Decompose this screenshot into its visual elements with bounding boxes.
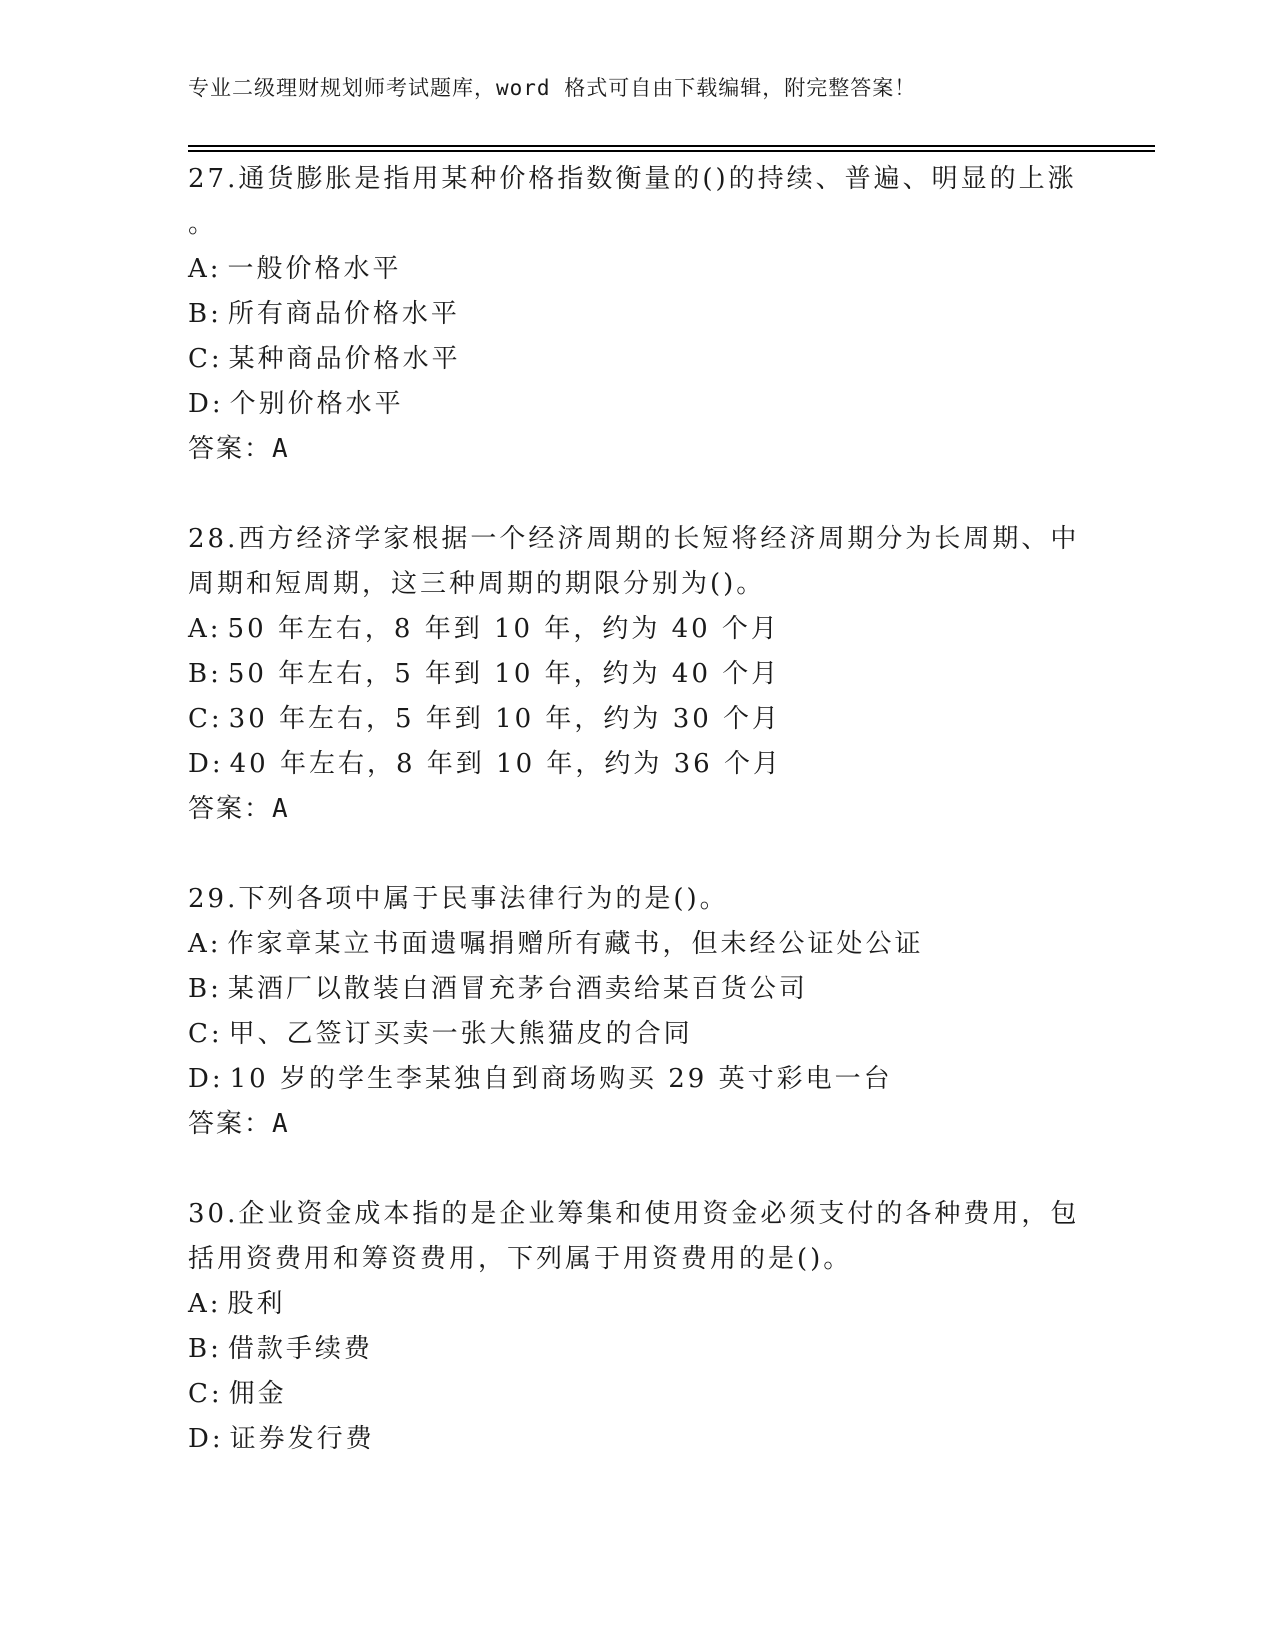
option-text: 30 年左右，5 年到 10 年，约为 30 个月 [228,704,782,734]
option-text: 证券发行费 [229,1424,375,1454]
question-stem-line: 周期和短周期，这三种周期的期限分别为()。 [188,569,766,599]
option-a [188,607,1088,652]
option-text: 40 年左右，8 年到 10 年，约为 36 个月 [229,749,782,779]
option-text: 某种商品价格水平 [228,344,461,374]
option-key: B: [188,974,222,1004]
question-stem-line: 。 [188,209,218,239]
option-c [188,1012,1088,1057]
option-d [188,1417,1088,1462]
option-text: 10 岁的学生李某独自到商场购买 29 英寸彩电一台 [229,1064,893,1094]
option-key: D: [188,1064,224,1094]
option-key: A: [188,1289,222,1319]
answer-label: 答案： [188,794,273,824]
option-text: 某酒厂以散装白酒冒充茅台酒卖给某百货公司 [227,974,808,1004]
question-spacer [188,832,1088,877]
option-text: 佣金 [228,1379,287,1409]
answer-line [188,1102,1088,1147]
option-key: B: [188,659,222,689]
option-d [188,1057,1088,1102]
option-d [188,742,1088,787]
option-key: C: [188,1379,223,1409]
option-key: D: [188,1424,224,1454]
header-rule-bottom [188,150,1155,152]
option-key: B: [188,299,222,329]
answer-value: A [272,794,290,824]
question-stem-line: 括用资费用和筹资费用，下列属于用资费用的是()。 [188,1244,853,1274]
option-key: A: [188,614,222,644]
option-b [188,652,1088,697]
question-stem-line: 27.通货膨胀是指用某种价格指数衡量的()的持续、普遍、明显的上涨 [188,164,1077,194]
question-stem-line: 30.企业资金成本指的是企业筹集和使用资金必须支付的各种费用，包 [188,1199,1080,1229]
answer-value: A [272,1109,290,1139]
option-key: C: [188,1019,223,1049]
question-spacer [188,1147,1088,1192]
option-key: A: [188,254,222,284]
option-key: A: [188,929,222,959]
answer-value: A [272,434,290,464]
option-key: C: [188,704,223,734]
question-29 [188,877,1088,1147]
option-text: 个别价格水平 [229,389,404,419]
answer-label: 答案： [188,434,273,464]
option-c [188,697,1088,742]
answer-label: 答案： [188,1109,273,1139]
option-a [188,922,1088,967]
option-c [188,337,1088,382]
option-key: D: [188,749,224,779]
option-c [188,1372,1088,1417]
question-list [188,157,1088,1462]
option-text: 所有商品价格水平 [227,299,460,329]
option-text: 50 年左右，8 年到 10 年，约为 40 个月 [227,614,780,644]
option-key: B: [188,1334,222,1364]
question-stem-line: 29.下列各项中属于民事法律行为的是()。 [188,884,729,914]
option-text: 作家章某立书面遗嘱捐赠所有藏书，但未经公证处公证 [227,929,924,959]
question-28 [188,517,1088,832]
question-spacer [188,472,1088,517]
option-d [188,382,1088,427]
page-header: 专业二级理财规划师考试题库，word 格式可自由下载编辑，附完整答案！ [188,76,917,100]
answer-line [188,787,1088,832]
option-text: 一般价格水平 [227,254,402,284]
question-27 [188,157,1088,472]
option-key: C: [188,344,223,374]
question-stem-line: 28.西方经济学家根据一个经济周期的长短将经济周期分为长周期、中 [188,524,1080,554]
answer-line [188,427,1088,472]
option-b [188,292,1088,337]
option-text: 股利 [227,1289,286,1319]
option-text: 50 年左右，5 年到 10 年，约为 40 个月 [227,659,781,689]
question-30 [188,1192,1088,1462]
option-a [188,247,1088,292]
header-rule-top [188,145,1155,147]
option-b [188,1327,1088,1372]
option-text: 甲、乙签订买卖一张大熊猫皮的合同 [228,1019,693,1049]
option-a [188,1282,1088,1327]
option-text: 借款手续费 [227,1334,373,1364]
option-key: D: [188,389,224,419]
option-b [188,967,1088,1012]
